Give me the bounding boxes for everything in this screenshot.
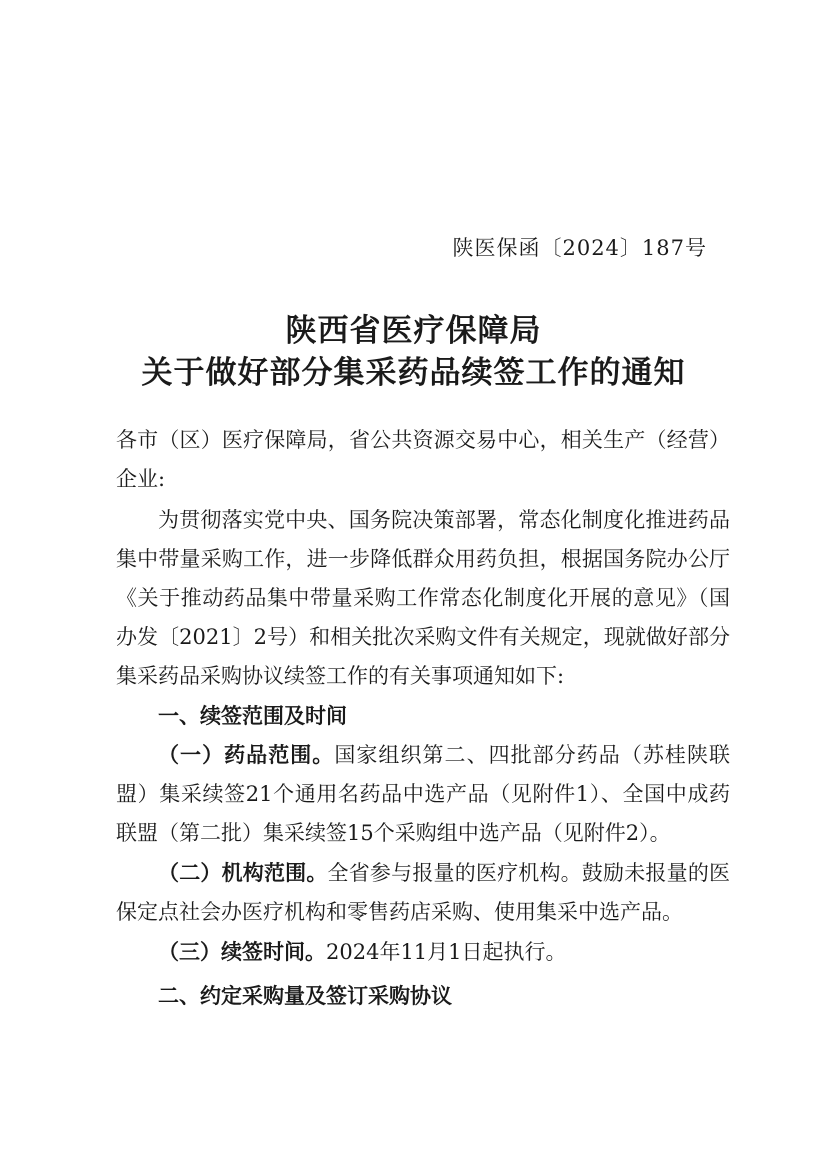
item-3-label: （三）续签时间。 xyxy=(158,939,326,964)
item-3-text: 2024年11月1日起执行。 xyxy=(326,940,567,964)
document-title-line-2: 关于做好部分集采药品续签工作的通知 xyxy=(141,355,686,391)
document-body xyxy=(116,421,730,1015)
section-1-heading: 一、续签范围及时间 xyxy=(158,703,347,728)
item-2-text: 全省参与报量的医疗机构。鼓励未报量的医保定点社会办医疗机构和零售药店采购、使用集采中选产品。 xyxy=(116,861,731,924)
item-2-label: （二）机构范围。 xyxy=(158,860,328,885)
section-1-item-3 xyxy=(116,932,730,972)
intro-paragraph: 为贯彻落实党中央、国务院决策部署，常态化制度化推进药品集中带量采购工作，进一步降低群众用药负担，根据国务院办公厅《关于推动药品集中带量采购工作常态化制度化开展的意见》（国办发〔2021〕2号）和相关批次采购文件有关规定，现就做好部分集采药品采购协议续签工作的有关事项通知如下: xyxy=(116,508,730,688)
section-1-item-2 xyxy=(116,853,730,932)
salutation: 各市（区）医疗保障局，省公共资源交易中心，相关生产（经营）企业: xyxy=(116,428,730,491)
document-number: 陕医保函〔2024〕187号 xyxy=(452,236,707,260)
item-1-text: 国家组织第二、四批部分药品（苏桂陕联盟）集采续签21个通用名药品中选产品（见附件1）、全国中成药联盟（第二批）集采续签15个采购组中选产品（见附件2）。 xyxy=(116,743,731,845)
document-title-line-1: 陕西省医疗保障局 xyxy=(285,313,542,349)
item-1-label: （一）药品范围。 xyxy=(158,742,335,767)
section-2-heading: 二、约定采购量及签订采购协议 xyxy=(158,983,452,1008)
section-1-item-1 xyxy=(116,735,730,853)
